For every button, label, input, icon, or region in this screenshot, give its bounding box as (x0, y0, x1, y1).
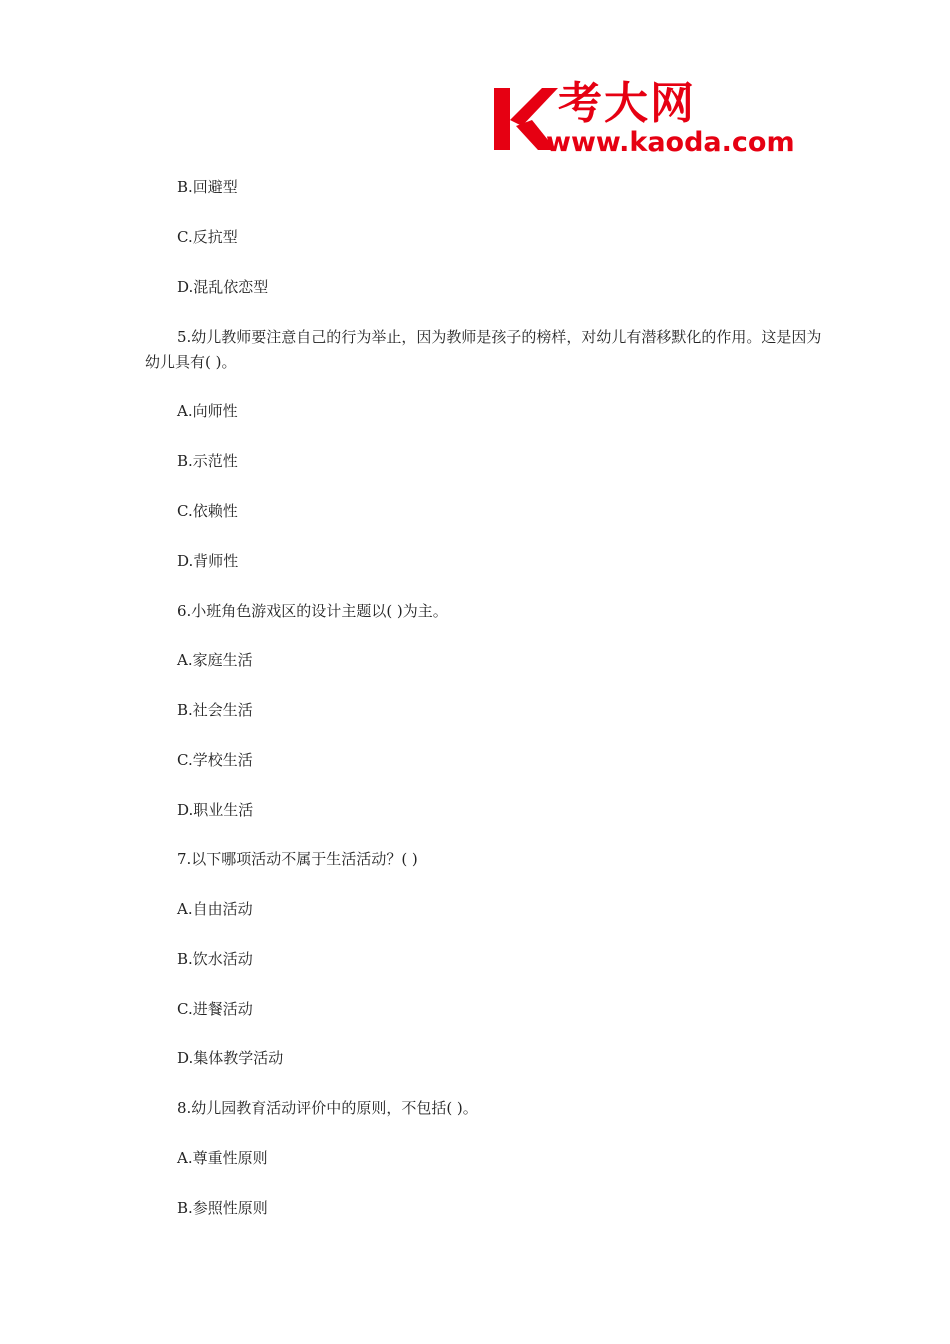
question-7: 7.以下哪项活动不属于生活活动？( ) (177, 850, 418, 868)
option-a-q7: A.自由活动 (177, 900, 253, 918)
logo-name: 考大网 (558, 78, 696, 129)
option-c-q4: C.反抗型 (177, 228, 238, 246)
option-d-q4: D.混乱依恋型 (177, 278, 269, 296)
option-c-q5: C.依赖性 (177, 502, 238, 520)
logo-url: www.kaoda.com (546, 127, 795, 158)
option-b-q7: B.饮水活动 (177, 950, 253, 968)
option-c-q6: C.学校生活 (177, 751, 253, 769)
question-6: 6.小班角色游戏区的设计主题以( )为主。 (177, 602, 448, 620)
option-a-q5: A.向师性 (177, 402, 238, 420)
option-d-q6: D.职业生活 (177, 801, 254, 819)
option-b-q4: B.回避型 (177, 178, 238, 196)
kaoda-logo (492, 80, 810, 160)
option-b-q8: B.参照性原则 (177, 1199, 268, 1217)
option-d-q5: D.背师性 (177, 552, 239, 570)
question-8: 8.幼儿园教育活动评价中的原则，不包括( )。 (177, 1099, 478, 1117)
option-c-q7: C.进餐活动 (177, 1000, 253, 1018)
option-b-q5: B.示范性 (177, 452, 238, 470)
option-a-q6: A.家庭生活 (177, 651, 253, 669)
option-d-q7: D.集体教学活动 (177, 1049, 284, 1067)
question-5: 5.幼儿教师要注意自己的行为举止，因为教师是孩子的榜样，对幼儿有潜移默化的作用。这是因为幼儿具有( )。 (145, 328, 822, 371)
option-b-q6: B.社会生活 (177, 701, 253, 719)
option-a-q8: A.尊重性原则 (177, 1149, 268, 1167)
